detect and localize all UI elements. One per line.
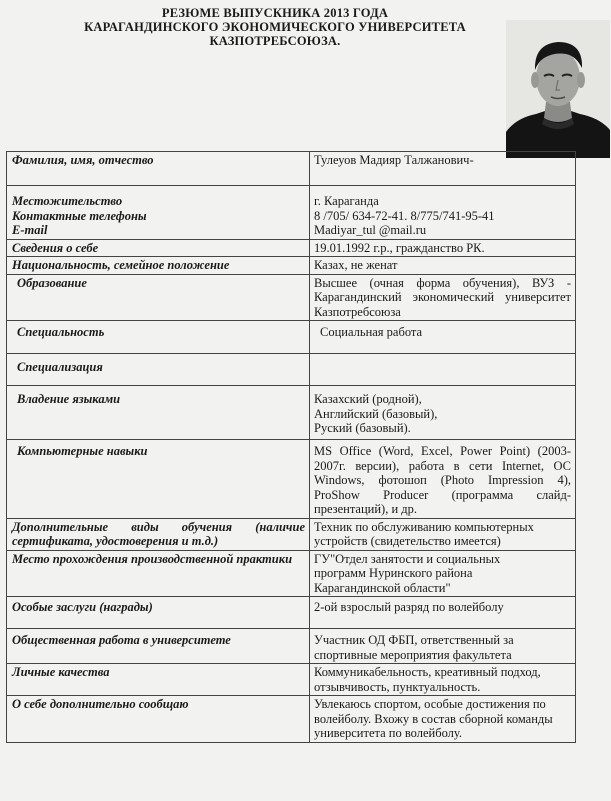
table-row (7, 257, 576, 275)
table-row (7, 186, 576, 240)
row-value: 19.01.1992 г.р., гражданство РК. (310, 239, 576, 257)
row-label (7, 186, 310, 240)
row-label: Специальность (7, 321, 310, 354)
row-value (310, 186, 576, 240)
residence-label: Местожительство (12, 194, 123, 208)
title-line-3: КАЗПОТРЕБСОЮЗА. (209, 34, 341, 48)
row-label: Образование (7, 274, 310, 321)
table-row (7, 274, 576, 321)
title-line-2: КАРАГАНДИНСКОГО ЭКОНОМИЧЕСКОГО УНИВЕРСИТЕТА (84, 20, 466, 34)
practice-line-3: Карагандинской области" (314, 580, 451, 595)
portrait-illustration (506, 20, 610, 158)
row-label: Общественная работа в университете (7, 629, 310, 664)
practice-line-2: программ Нуринского района (314, 566, 473, 580)
row-label: Сведения о себе (7, 239, 310, 257)
row-value: Увлекаюсь спортом, особые достижения по волейболу. Вхожу в состав сборной команды университета по волейболу. (310, 696, 576, 743)
table-row (7, 597, 576, 629)
resume-title (40, 6, 510, 48)
phones-label: Контактные телефоны (12, 208, 147, 223)
row-value: Социальная работа (310, 321, 576, 354)
row-value: 2-ой взрослый разряд по волейболу (310, 597, 576, 629)
row-label: Особые заслуги (награды) (7, 597, 310, 629)
table-row (7, 152, 576, 186)
title-line-1: РЕЗЮМЕ ВЫПУСКНИКА 2013 ГОДА (161, 6, 389, 20)
email-label: E-mail (12, 223, 48, 237)
residence-value: г. Караганда (314, 194, 379, 208)
table-row (7, 550, 576, 597)
row-label: О себе дополнительно сообщаю (7, 696, 310, 743)
row-value: Техник по обслуживанию компьютерных устройств (свидетельство имеется) (310, 518, 576, 550)
language-english: Английский (базовый), (314, 406, 438, 421)
phones-value: 8 /705/ 634-72-41. 8/775/741-95-41 (314, 208, 495, 223)
table-row (7, 354, 576, 386)
row-value: Высшее (очная форма обучения), ВУЗ - Карагандинский экономический университет Казпотребсоюза (310, 274, 576, 321)
row-label: Компьютерные навыки (7, 440, 310, 519)
row-label: Специализация (7, 354, 310, 386)
table-row (7, 239, 576, 257)
row-label: Место прохождения производственной практики (7, 550, 310, 597)
row-label: Личные качества (7, 664, 310, 696)
row-value (310, 550, 576, 597)
row-value: Тулеуов Мадияр Талжанович- (310, 152, 576, 186)
row-label: Национальность, семейное положение (7, 257, 310, 275)
row-value: Участник ОД ФБП, ответственный за спортивные мероприятия факультета (310, 629, 576, 664)
row-label: Владение языками (7, 386, 310, 440)
table-row (7, 386, 576, 440)
email-value: Madiyar_tul @mail.ru (314, 223, 427, 237)
table-row (7, 696, 576, 743)
resume-table (6, 151, 576, 743)
applicant-photo (506, 20, 610, 158)
row-label: Дополнительные виды обучения (наличие сертификата, удостоверения и т.д.) (7, 518, 310, 550)
language-russian: Руский (базовый). (314, 421, 411, 435)
table-row (7, 321, 576, 354)
practice-line-1: ГУ"Отдел занятости и социальных (314, 551, 501, 566)
table-row (7, 629, 576, 664)
table-row (7, 440, 576, 519)
row-value (310, 354, 576, 386)
language-kazakh: Казахский (родной), (314, 392, 422, 406)
row-label: Фамилия, имя, отчество (7, 152, 310, 186)
table-row (7, 664, 576, 696)
table-row (7, 518, 576, 550)
row-value: Казах, не женат (310, 257, 576, 275)
row-value: Коммуникабельность, креативный подход, отзывчивость, пунктуальность. (310, 664, 576, 696)
row-value: MS Office (Word, Excel, Power Point) (2003-2007г. версии), работа в сети Internet, ОС Windows, фотошоп (Photo Impression 4), ProShow Producer (программа слайд-презентаций), и др. (310, 440, 576, 519)
row-value (310, 386, 576, 440)
